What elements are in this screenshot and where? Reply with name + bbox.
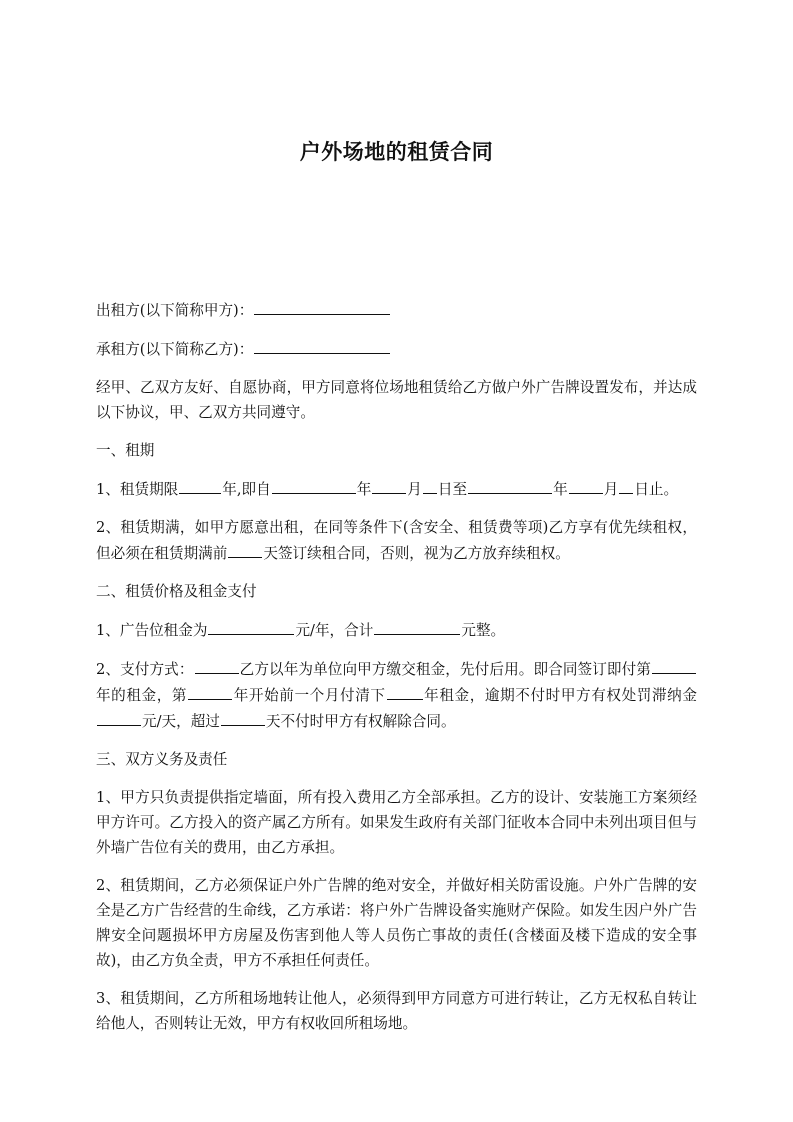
section2-item1 bbox=[96, 617, 697, 643]
lessee-line bbox=[96, 336, 697, 362]
lessor-blank bbox=[254, 297, 390, 315]
term-text-4: 月 bbox=[407, 481, 422, 498]
section3-heading: 三、双方义务及责任 bbox=[96, 751, 228, 768]
rent-total-blank bbox=[374, 617, 460, 635]
start-day-blank bbox=[423, 476, 437, 494]
rent-text-2: 元/年，合计 bbox=[295, 622, 374, 639]
section1-item1 bbox=[96, 476, 697, 502]
section1-heading: 一、租期 bbox=[96, 442, 155, 459]
start-month-blank bbox=[372, 476, 406, 494]
term-text-2: 年,即自 bbox=[222, 481, 271, 498]
section1-item2 bbox=[96, 515, 697, 566]
term-years-blank bbox=[179, 476, 221, 494]
lessor-line bbox=[96, 297, 697, 323]
payment-text-3: 年的租金，第 bbox=[96, 687, 188, 704]
lessee-label: 承租方(以下简称乙方)： bbox=[96, 341, 254, 358]
next-year-blank bbox=[387, 682, 423, 700]
payment-text-5: 年租金，逾期不付时甲方有权处罚滞纳金 bbox=[423, 687, 697, 704]
payment-text-6: 元/天，超过 bbox=[142, 713, 220, 730]
term-text-8: 日止。 bbox=[634, 481, 679, 498]
start-year-blank bbox=[272, 476, 356, 494]
payment-text-4: 年开始前一个月付清下 bbox=[233, 687, 386, 704]
document-title: 户外场地的租赁合同 bbox=[299, 140, 494, 164]
payment-text-2: 乙方以年为单位向甲方缴交租金，先付后用。即合同签订即付第 bbox=[239, 661, 651, 678]
payment-method-blank bbox=[195, 656, 239, 674]
first-year-blank bbox=[652, 656, 696, 674]
rent-text-3: 元整。 bbox=[461, 622, 506, 639]
next-year-start-blank bbox=[188, 682, 232, 700]
term-text-7: 月 bbox=[603, 481, 619, 498]
lessor-label: 出租方(以下简称甲方)： bbox=[96, 302, 254, 319]
section2-item2 bbox=[96, 656, 697, 734]
renewal-days-blank bbox=[228, 540, 262, 558]
document-body bbox=[96, 297, 697, 1036]
rent-text-1: 1、广告位租金为 bbox=[96, 622, 208, 639]
term-text-1: 1、租赁期限 bbox=[96, 481, 179, 498]
payment-text-1: 2、支付方式： bbox=[96, 661, 194, 678]
late-fee-blank bbox=[97, 708, 141, 726]
term-text-3: 年 bbox=[356, 481, 372, 498]
renewal-text-2: 天签订续租合同，否则，视为乙方放弃续租权。 bbox=[263, 545, 570, 562]
section3-item2: 2、租赁期间，乙方必须保证户外广告牌的绝对安全，并做好相关防雷设施。户外广告牌的安全是乙方广告经营的生命线，乙方承诺：将户外广告牌设备实施财产保险。如发生因户外广告牌安全问题损坏甲方房屋及伤害到他人等人员伤亡事故的责任(含楼面及楼下造成的安全事故)，由乙方负全责，甲方不承担任何责任。 bbox=[96, 877, 697, 969]
term-text-6: 年 bbox=[553, 481, 568, 498]
rent-per-year-blank bbox=[208, 617, 294, 635]
lessee-blank bbox=[254, 336, 390, 354]
section3-item3: 3、租赁期间，乙方所租场地转让他人，必须得到甲方同意方可进行转让，乙方无权私自转让给他人，否则转让无效，甲方有权收回所租场地。 bbox=[96, 990, 697, 1032]
payment-text-7: 天不付时甲方有权解除合同。 bbox=[265, 713, 456, 730]
section3-item1: 1、甲方只负责提供指定墙面，所有投入费用乙方全部承担。乙方的设计、安装施工方案须经甲方许可。乙方投入的资产属乙方所有。如果发生政府有关部门征收本合同中未列出项目但与外墙广告位有关的费用，由乙方承担。 bbox=[96, 789, 697, 856]
end-month-blank bbox=[569, 476, 603, 494]
intro-paragraph: 经甲、乙双方友好、自愿协商，甲方同意将位场地租赁给乙方做户外广告牌设置发布，并达成以下协议，甲、乙双方共同遵守。 bbox=[96, 379, 697, 421]
end-year-blank bbox=[468, 476, 552, 494]
section2-heading: 二、租赁价格及租金支付 bbox=[96, 583, 257, 600]
renewal-text-1: 2、租赁期满，如甲方愿意出租，在同等条件下(含安全、租赁费等项)乙方享有优先续租权，但必须在租赁期满前 bbox=[96, 519, 697, 562]
term-text-5: 日至 bbox=[437, 481, 468, 498]
end-day-blank bbox=[619, 476, 633, 494]
overdue-days-blank bbox=[221, 708, 265, 726]
